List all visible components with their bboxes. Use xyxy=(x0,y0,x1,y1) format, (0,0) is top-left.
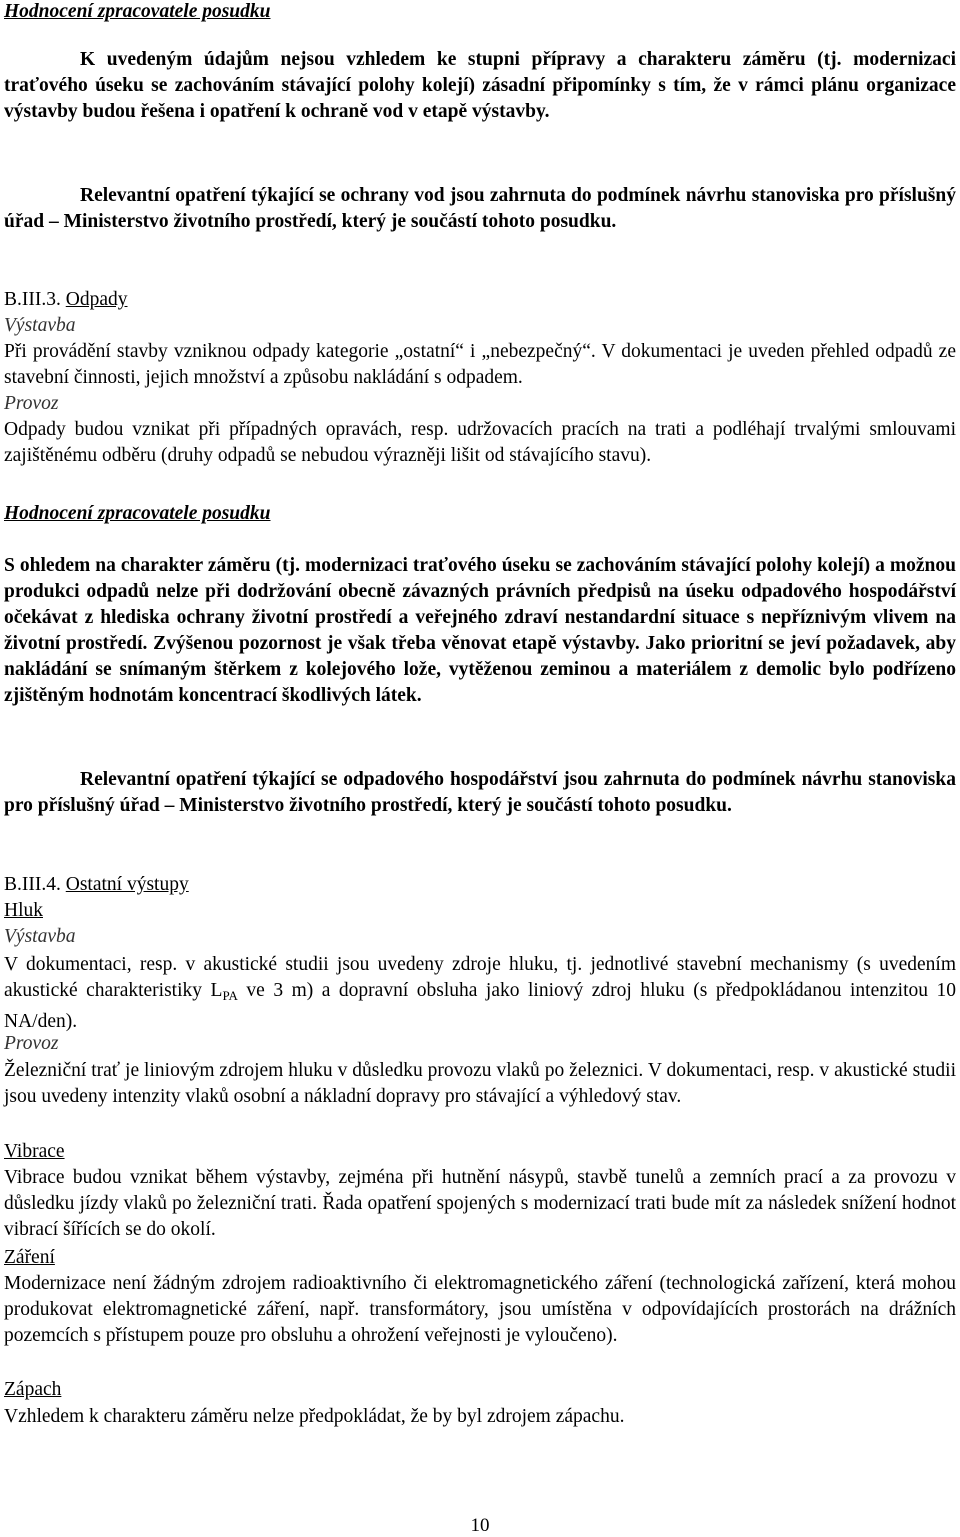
paragraph-noise-construction: V dokumentaci, resp. v akustické studii jsou uvedeny zdroje hluku, tj. jednotlivé stavební mechanismy (s uvedením akustické charakteristiky $L_{PA}$ ve 3 m) a dopravní obsluha jako liniový zdroj hluku (s předpokládanou intenzitou 10 NA/den). xyxy=(4,954,957,1032)
subsection-odor: Zápach xyxy=(4,1379,62,1400)
subheading-construction: Výstavba xyxy=(4,926,76,947)
paragraph-odor: Vzhledem k charakteru záměru nelze předpokládat, že by byl zdrojem zápachu. xyxy=(4,1406,625,1427)
section-heading-evaluation-2: Hodnocení zpracovatele posudku xyxy=(4,503,271,524)
section-title-other-outputs xyxy=(4,872,189,898)
paragraph-water-measures: Relevantní opatření týkající se ochrany vod jsou zahrnuta do podmínek návrhu stanoviska pro příslušný úřad – Ministerstvo životního prostředí, který je součástí tohoto posudku. xyxy=(4,185,956,232)
paragraph-waste-operation: Odpady budou vznikat při případných opravách, resp. udržovacích pracích na trati a podléhají trvalými smlouvami zajištěnému odběru (druhy odpadů se nebudou výrazněji lišit od stávajícího stavu). xyxy=(4,419,956,466)
subsection-vibration: Vibrace xyxy=(4,1141,65,1162)
paragraph-radiation: Modernizace není žádným zdrojem radioaktivního či elektromagnetického záření (technologická zařízení, která mohou produkovat elektromagnetické záření, např. transformátory, jsou umístěna v odpovídajících prostorách na drážních pozemcích s přístupem pouze pro obsluhu a ohrožení veřejnosti je vyloučeno). xyxy=(4,1273,956,1346)
paragraph-waste-evaluation: S ohledem na charakter záměru (tj. modernizaci traťového úseku se zachováním stávající polohy kolejí) a možnou produkci odpadů nelze při dodržování obecně závazných právních předpisů na úseku odpadového hospodářství očekávat z hlediska ochrany životní prostředí a veřejného zdraví nestandardní situace s nepříznivým vlivem na životní prostředí. Zvýšenou pozornost je však třeba věnovat etapě výstavby. Jako prioritní se jeví požadavek, aby nakládání se snímaným štěrkem z kolejového lože, vytěženou zeminou a materiálem z demolic bylo podřízeno zjištěným hodnotám koncentrací škodlivých látek. xyxy=(4,555,956,706)
section-title: Odpady xyxy=(65,289,128,310)
section-number: B.III.4. xyxy=(4,874,61,895)
paragraph-vibration: Vibrace budou vznikat během výstavby, zejména při hutnění násypů, stavbě tunelů a zemních prací a za provozu v důsledku jízdy vlaků po železniční trati. Řada opatření spojených s modernizací trati bude mít za následek snížení hodnot vibrací šířících se do okolí. xyxy=(4,1167,956,1240)
paragraph-waste-measures: Relevantní opatření týkající se odpadového hospodářství jsou zahrnuta do podmínek návrhu stanoviska pro příslušný úřad – Ministerstvo životního prostředí, který je součástí tohoto posudku. xyxy=(4,769,956,816)
subheading-operation: Provoz xyxy=(4,1033,59,1054)
subheading-construction: Výstavba xyxy=(4,315,76,336)
section-title-waste xyxy=(4,287,128,313)
paragraph-noise-operation: Železniční trať je liniovým zdrojem hluku v důsledku provozu vlaků po železnici. V dokumentaci, resp. v akustické studii jsou uvedeny intenzity vlaků osobní a nákladní dopravy pro stávající a výhledový stav. xyxy=(4,1060,956,1107)
subsection-radiation: Záření xyxy=(4,1247,55,1268)
paragraph-waste-construction: Při provádění stavby vzniknou odpady kategorie „ostatní“ i „nebezpečný“. V dokumentaci je uveden přehled odpadů ze stavební činnosti, jejich množství a způsobu nakládání s odpadem. xyxy=(4,341,956,388)
section-title: Ostatní výstupy xyxy=(65,874,189,895)
paragraph-water-evaluation: K uvedeným údajům nejsou vzhledem ke stupni přípravy a charakteru záměru (tj. modernizaci traťového úseku se zachováním stávající polohy kolejí) zásadní připomínky s tím, že v rámci plánu organizace výstavby budou řešena i opatření k ochraně vod v etapě výstavby. xyxy=(4,49,956,122)
section-number: B.III.3. xyxy=(4,289,61,310)
section-heading-evaluation-1: Hodnocení zpracovatele posudku xyxy=(4,1,271,22)
subsection-noise: Hluk xyxy=(4,900,43,921)
subheading-operation: Provoz xyxy=(4,393,59,414)
page-number: 10 xyxy=(470,1515,490,1536)
